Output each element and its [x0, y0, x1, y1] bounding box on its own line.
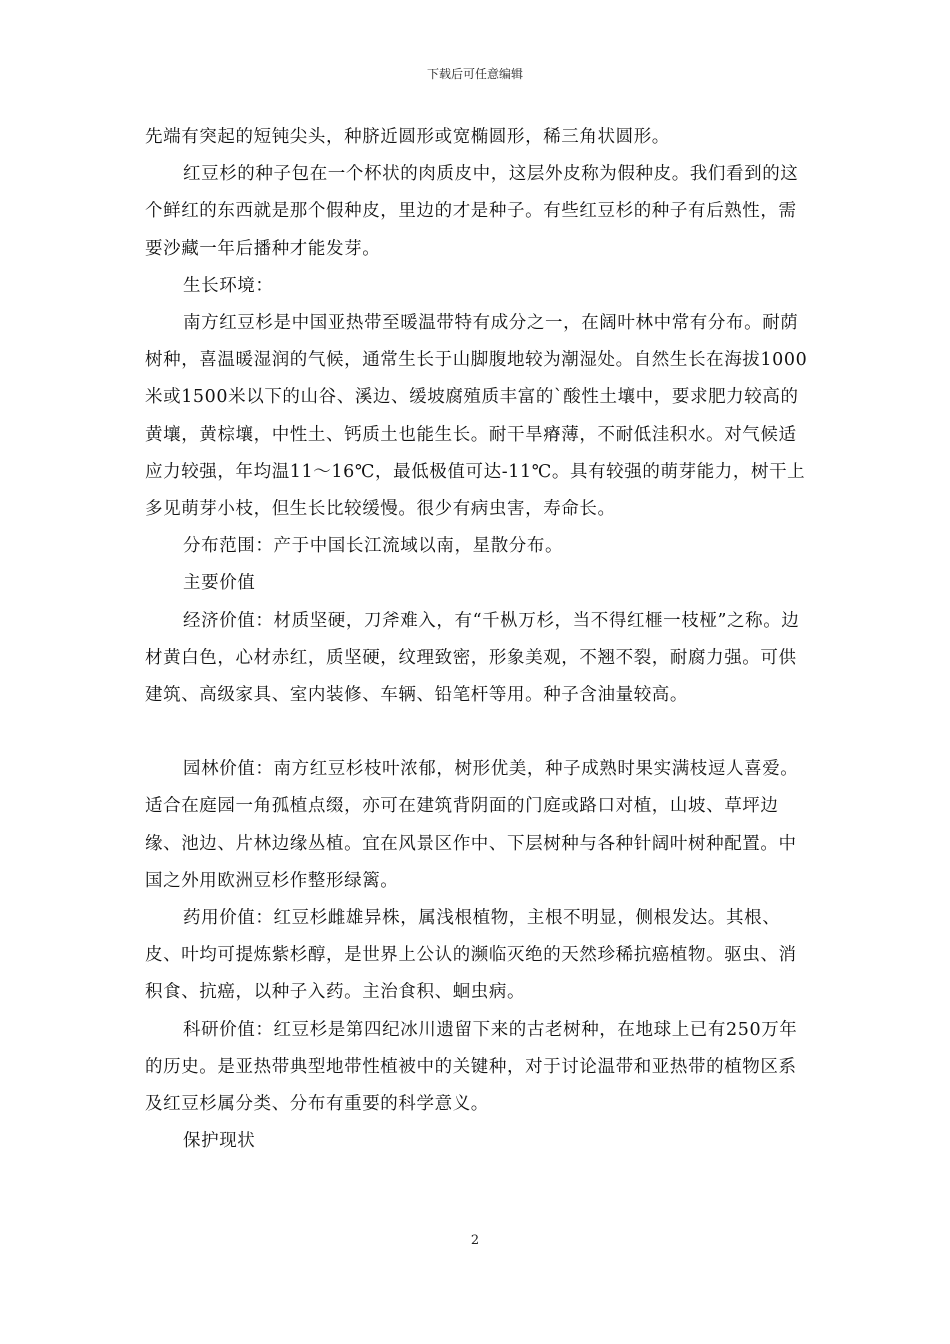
section-heading-protection-status: 保护现状 — [183, 1131, 256, 1152]
paragraph-spacer — [145, 714, 809, 751]
paragraph-aril: 红豆杉的种子包在一个杯状的肉质皮中，这层外皮称为假种皮。我们看到的这个鲜红的东西就是那个假种皮，里边的才是种子。有些红豆杉的种子有后熟性，需要沙藏一年后播种才能发芽。 — [145, 164, 799, 259]
paragraph-garden-value: 园林价值：南方红豆杉枝叶浓郁，树形优美，种子成熟时果实满枝逗人喜爱。适合在庭园一角孤植点缀，亦可在建筑背阴面的门庭或路口对植，山坡、草坪边缘、池边、片林边缘丛植。宜在风景区作中、下层树种与各种针阔叶树种配置。中国之外用欧洲豆杉作整形绿篱。 — [145, 759, 799, 891]
paragraph-distribution: 分布范围：产于中国长江流域以南，星散分布。 — [183, 536, 564, 557]
section-heading-habitat: 生长环境： — [183, 275, 274, 296]
page-header: 下载后可任意编辑 — [426, 67, 523, 81]
paragraph-medicinal-value: 药用价值：红豆杉雌雄异株，属浅根植物，主根不明显，侧根发达。其根、皮、叶均可提炼紫杉醇，是世界上公认的濒临灭绝的天然珍稀抗癌植物。驱虫、消积食、抗癌，以种子入药。主治食积、蛔虫病。 — [145, 908, 797, 1003]
paragraph-seed-shape: 先端有突起的短钝尖头，种脐近圆形或宽椭圆形，稀三角状圆形。 — [145, 127, 670, 147]
paragraph-research-value: 科研价值：红豆杉是第四纪冰川遗留下来的古老树种，在地球上已有250万年的历史。是亚热带典型地带性植被中的关键种，对于讨论温带和亚热带的植物区系及红豆杉属分类、分布有重要的科学意义。 — [145, 1019, 798, 1115]
paragraph-habitat: 南方红豆杉是中国亚热带至暖温带特有成分之一，在阔叶林中常有分布。耐荫树种，喜温暖湿润的气候，通常生长于山脚腹地较为潮湿处。自然生长在海拔1000米或1500米以下的山谷、溪边、缓坡腐殖质丰富的`酸性土壤中，要求肥力较高的黄壤，黄棕壤，中性土、钙质土也能生长。耐干旱瘠薄，不耐低洼积水。对气候适应力较强，年均温11～16℃，最低极值可达-11℃。具有较强的萌芽能力，树干上多见萌芽小枝，但生长比较缓慢。很少有病虫害，寿命长。 — [145, 313, 808, 520]
page-number: 2 — [470, 1233, 480, 1248]
paragraph-economic-value: 经济价值：材质坚硬，刀斧难入，有“千枞万杉，当不得红榧一枝桠”之称。边材黄白色，心材赤红，质坚硬，纹理致密，形象美观，不翘不裂，耐腐力强。可供建筑、高级家具、室内装修、车辆、铅笔杆等用。种子含油量较高。 — [145, 610, 800, 706]
section-heading-main-value: 主要价值 — [183, 573, 256, 594]
document-body — [145, 119, 809, 1160]
